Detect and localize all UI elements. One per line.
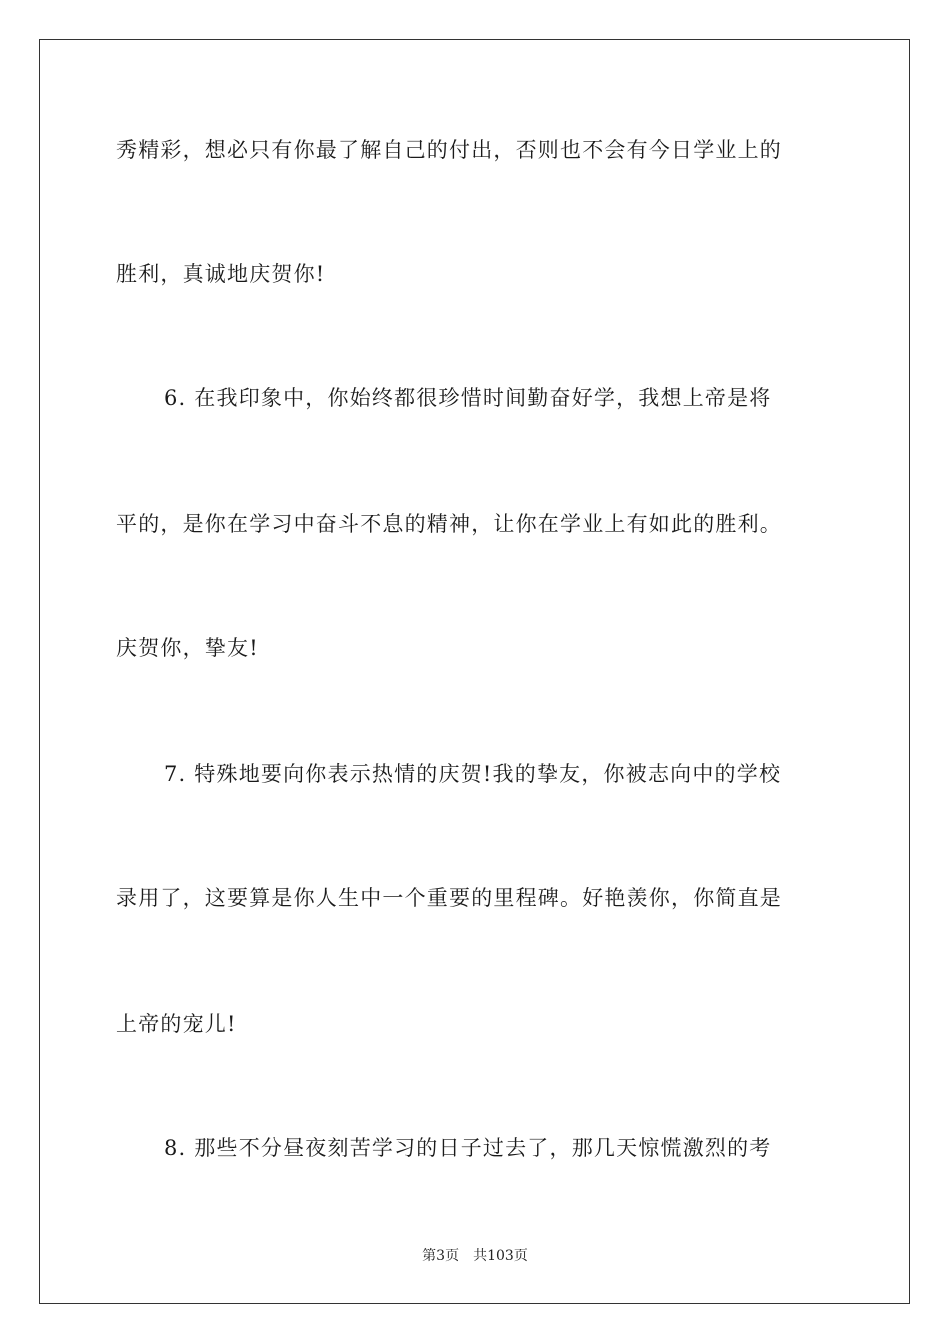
page-border xyxy=(39,39,910,1304)
text-line-4: 平的，是你在学习中奋斗不息的精神，让你在学业上有如此的胜利。 xyxy=(116,512,782,536)
total-pages-label: 共103页 xyxy=(473,1248,528,1264)
text-line-1: 秀精彩，想必只有你最了解自己的付出，否则也不会有今日学业上的 xyxy=(116,138,782,162)
text-line-8: 上帝的宠儿! xyxy=(116,1012,237,1036)
page-footer xyxy=(0,1246,950,1266)
text-line-5: 庆贺你，挚友! xyxy=(116,636,259,660)
text-line-2: 胜利，真诚地庆贺你! xyxy=(116,262,326,286)
current-page-label: 第3页 xyxy=(422,1248,460,1264)
text-line-6: 7. 特殊地要向你表示热情的庆贺!我的挚友，你被志向中的学校 xyxy=(164,762,782,786)
text-line-3: 6. 在我印象中，你始终都很珍惜时间勤奋好学，我想上帝是将 xyxy=(164,386,772,410)
text-line-7: 录用了，这要算是你人生中一个重要的里程碑。好艳羡你，你简直是 xyxy=(116,886,782,910)
text-line-9: 8. 那些不分昼夜刻苦学习的日子过去了，那几天惊慌激烈的考 xyxy=(164,1136,772,1160)
